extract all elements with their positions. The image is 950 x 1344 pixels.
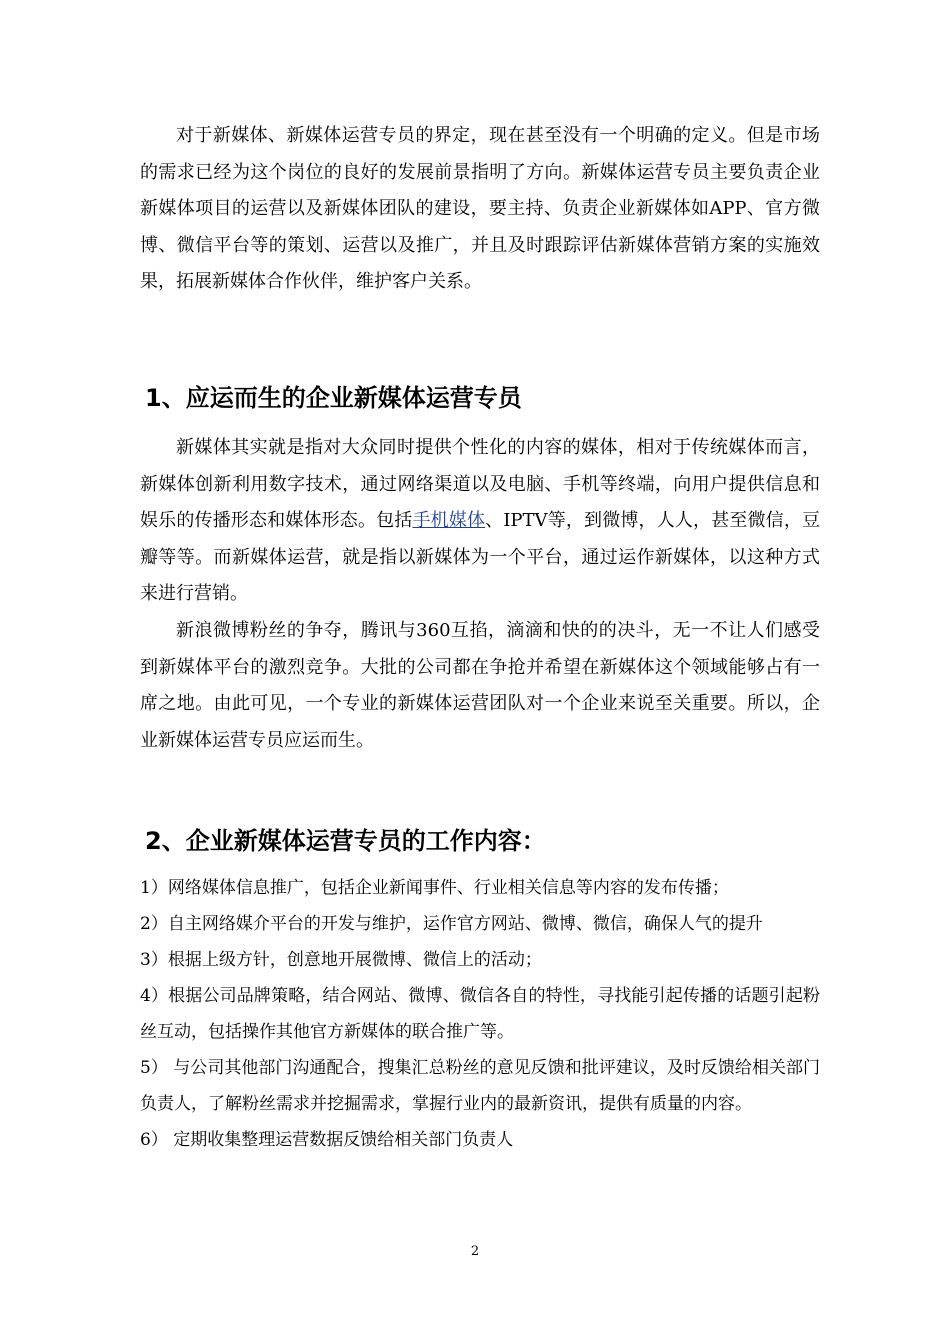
list-item: 2）自主网络媒介平台的开发与维护，运作官方网站、微博、微信，确保人气的提升 [140, 914, 763, 934]
section2-heading: 2、企业新媒体运营专员的工作内容： [145, 827, 546, 855]
list-item: 1）网络媒体信息推广，包括企业新闻事件、行业相关信息等内容的发布传播； [140, 878, 729, 898]
mobile-media-link[interactable]: 手机媒体 [412, 510, 486, 531]
page-number: 2 [470, 1244, 480, 1259]
intro-paragraph: 对于新媒体、新媒体运营专员的界定，现在甚至没有一个明确的定义。但是市场的需求已经为这个岗位的良好的发展前景指明了方向。新媒体运营专员主要负责企业新媒体项目的运营以及新媒体团队的建设，要主持、负责企业新媒体如APP、官方微博、微信平台等的策划、运营以及推广，并且及时跟踪评估新媒体营销方案的实施效果，拓展新媒体合作伙伴，维护客户关系。 [140, 125, 820, 292]
list-item: 6） 定期收集整理运营数据反馈给相关部门负责人 [140, 1130, 514, 1150]
section1-paragraph-1 [140, 430, 820, 613]
list-item: 5） 与公司其他部门沟通配合，搜集汇总粉丝的意见反馈和批评建议，及时反馈给相关部门负责人，了解粉丝需求并挖掘需求，掌握行业内的最新资讯，提供有质量的内容。 [140, 1058, 820, 1114]
work-content-list [140, 870, 820, 1158]
list-item: 4）根据公司品牌策略，结合网站、微博、微信各自的特性，寻找能引起传播的话题引起粉丝互动，包括操作其他官方新媒体的联合推广等。 [140, 986, 820, 1042]
section1-heading: 1、应运而生的企业新媒体运营专员 [145, 384, 522, 412]
section1-p1-text-a: 新媒体其实就是指对大众同时提供个性化的内容的媒体，相对于传统媒体而言，新媒体创新利用数字技术，通过网络渠道以及电脑、手机等终端，向用户提供信息和娱乐的传播形态和媒体形态。包括 [140, 437, 820, 531]
list-item: 3）根据上级方针，创意地开展微博、微信上的活动； [140, 950, 542, 970]
section1-paragraph-2: 新浪微博粉丝的争夺，腾讯与360互掐，滴滴和快的的决斗，无一不让人们感受到新媒体平台的激烈竞争。大批的公司都在争抢并希望在新媒体这个领域能够占有一席之地。由此可见，一个专业的新媒体运营团队对一个企业来说至关重要。所以，企业新媒体运营专员应运而生。 [140, 620, 820, 751]
section1-p1-text-b: 、IPTV等，到微博，人人，甚至微信，豆瓣等等。而新媒体运营，就是指以新媒体为一个平台，通过运作新媒体，以这种方式来进行营销。 [140, 510, 821, 604]
